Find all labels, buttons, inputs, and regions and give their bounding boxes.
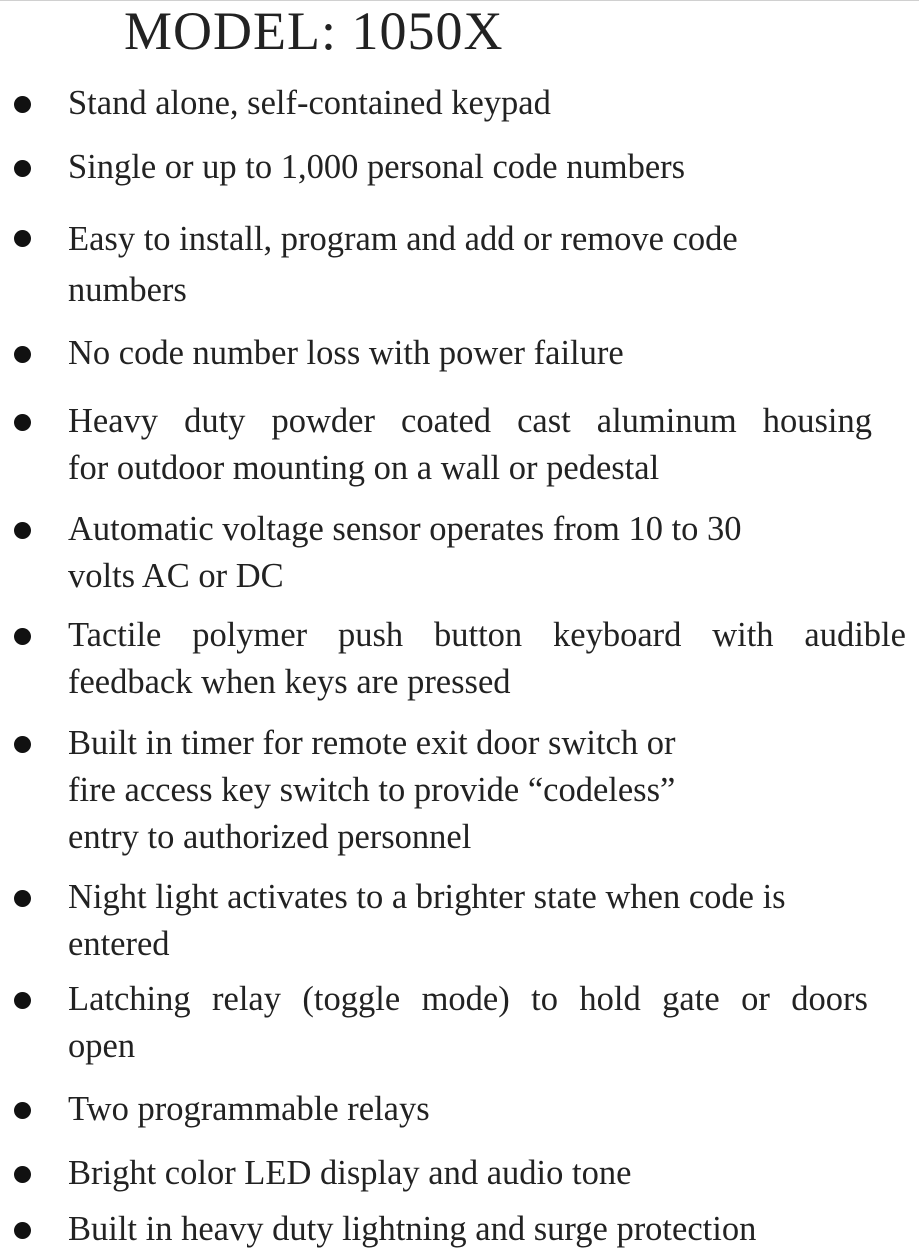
- feature-word: (toggle: [302, 980, 401, 1018]
- feature-line: Built in timer for remote exit door switch or: [68, 724, 676, 762]
- feature-word: push: [338, 616, 404, 654]
- bullet-icon: [14, 160, 31, 177]
- feature-line: volts AC or DC: [68, 557, 284, 595]
- feature-word: gate: [662, 980, 720, 1018]
- feature-word: hold: [579, 980, 641, 1018]
- feature-word: with: [712, 616, 774, 654]
- feature-line: numbers: [68, 271, 187, 309]
- feature-line: for outdoor mounting on a wall or pedestal: [68, 449, 660, 487]
- bullet-icon: [14, 414, 31, 431]
- feature-text: [68, 612, 906, 706]
- feature-line: Night light activates to a brighter state when code is: [68, 878, 786, 916]
- feature-line: feedback when keys are pressed: [68, 663, 511, 701]
- feature-word: aluminum: [596, 402, 737, 440]
- feature-line: [68, 976, 868, 1023]
- feature-text: [68, 506, 742, 600]
- feature-line: Built in heavy duty lightning and surge protection: [68, 1210, 757, 1248]
- feature-line: Single or up to 1,000 personal code numbers: [68, 148, 686, 186]
- feature-word: duty: [184, 402, 246, 440]
- feature-word: mode): [421, 980, 510, 1018]
- feature-text: [68, 1206, 756, 1253]
- bullet-icon: [14, 522, 31, 539]
- feature-word: Tactile: [68, 616, 162, 654]
- feature-text: [68, 398, 872, 492]
- feature-text: [68, 874, 786, 968]
- feature-line: [68, 398, 872, 445]
- feature-line: entry to authorized personnel: [68, 818, 472, 856]
- bullet-icon: [14, 346, 31, 363]
- feature-word: to: [531, 980, 558, 1018]
- feature-line: Easy to install, program and add or remove code: [68, 220, 738, 258]
- bullet-icon: [14, 1166, 31, 1183]
- bullet-icon: [14, 890, 31, 907]
- bullet-icon: [14, 1102, 31, 1119]
- feature-text: [68, 976, 868, 1070]
- bullet-icon: [14, 96, 31, 113]
- feature-text: [68, 720, 675, 861]
- feature-word: Latching: [68, 980, 191, 1018]
- feature-word: button: [434, 616, 523, 654]
- feature-word: housing: [762, 402, 872, 440]
- feature-line: open: [68, 1027, 136, 1065]
- feature-word: doors: [791, 980, 868, 1018]
- feature-text: [68, 214, 738, 316]
- feature-line: Two programmable relays: [68, 1090, 430, 1128]
- feature-text: [68, 1150, 631, 1197]
- feature-word: powder: [271, 402, 375, 440]
- feature-text: [68, 1086, 430, 1133]
- feature-line: Bright color LED display and audio tone: [68, 1154, 632, 1192]
- feature-word: or: [741, 980, 770, 1018]
- feature-word: relay: [212, 980, 281, 1018]
- bullet-icon: [14, 1222, 31, 1239]
- bullet-icon: [14, 628, 31, 645]
- feature-line: No code number loss with power failure: [68, 334, 624, 372]
- feature-text: [68, 144, 685, 191]
- feature-line: Stand alone, self-contained keypad: [68, 84, 551, 122]
- feature-word: audible: [804, 616, 906, 654]
- feature-word: keyboard: [553, 616, 682, 654]
- feature-line: entered: [68, 925, 170, 963]
- model-title: MODEL: 1050X: [124, 1, 504, 61]
- feature-word: cast: [517, 402, 571, 440]
- feature-word: polymer: [192, 616, 308, 654]
- bullet-icon: [14, 230, 31, 247]
- feature-line: Automatic voltage sensor operates from 10 to 30: [68, 510, 742, 548]
- bullet-icon: [14, 992, 31, 1009]
- feature-text: [68, 330, 624, 377]
- feature-line: fire access key switch to provide “codeless”: [68, 771, 676, 809]
- bullet-icon: [14, 736, 31, 753]
- feature-word: coated: [401, 402, 492, 440]
- feature-text: [68, 80, 551, 127]
- feature-word: Heavy: [68, 402, 159, 440]
- feature-line: [68, 612, 906, 659]
